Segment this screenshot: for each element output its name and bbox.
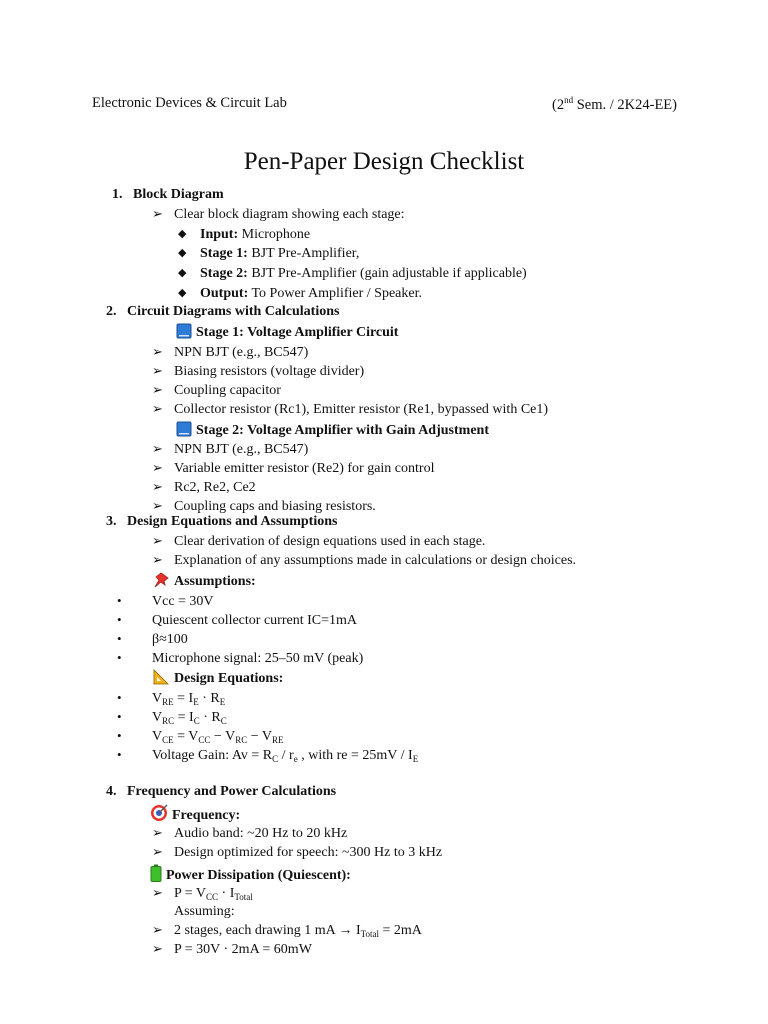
dot-bullet-icon: •	[117, 728, 122, 743]
list-item: • Microphone signal: 25–50 mV (peak)	[117, 650, 364, 666]
power-dissipation-title: Power Dissipation (Quiescent):	[150, 864, 351, 888]
arrow-bullet-icon: ➢	[152, 401, 163, 416]
arrow-bullet-icon: ➢	[152, 825, 163, 840]
arrow-bullet-icon: ➢	[152, 460, 163, 475]
dot-bullet-icon: •	[117, 612, 122, 627]
dot-bullet-icon: •	[117, 690, 122, 705]
list-item: ➢ Coupling caps and biasing resistors.	[152, 498, 376, 514]
list-item: ➢ Rc2, Re2, Ce2	[152, 479, 256, 495]
design-equations-title: Design Equations:	[152, 669, 283, 691]
header-semester: (2nd Sem. / 2K24-EE)	[552, 95, 677, 113]
pushpin-icon	[152, 572, 170, 594]
stage-2-title: Stage 2: Voltage Amplifier with Gain Adjustment	[176, 421, 489, 443]
equation-voltage-gain: • Voltage Gain: $Av = R_C / r_e$ , with re = $25mV / I_E$	[117, 747, 419, 764]
arrow-bullet-icon: ➢	[152, 498, 163, 513]
list-item: ◆ Input: Microphone	[178, 227, 311, 242]
dot-bullet-icon: •	[117, 593, 122, 608]
dot-bullet-icon: •	[117, 747, 122, 762]
dot-bullet-icon: •	[117, 631, 122, 646]
diamond-bullet-icon: ◆	[178, 287, 187, 299]
arrow-bullet-icon: ➢	[152, 441, 163, 456]
list-item: ➢ Clear block diagram showing each stage:	[152, 206, 405, 222]
list-item: ◆ Stage 2: BJT Pre-Amplifier (gain adjustable if applicable)	[178, 266, 527, 281]
arrow-bullet-icon: ➢	[152, 206, 163, 221]
equation-vce: • $V_{CE} = V_{CC} - V_{RC} - V_{RE}$	[117, 728, 284, 745]
frequency-title: Frequency:	[150, 804, 240, 828]
list-item: • β≈100	[117, 631, 188, 647]
section-4-heading: 4. Frequency and Power Calculations	[106, 784, 337, 799]
list-item: ➢ 2 stages, each drawing 1 mA → $I_{Total} = 2mA$	[152, 922, 422, 939]
arrow-bullet-icon: ➢	[152, 885, 163, 900]
list-item: ➢ NPN BJT (e.g., BC547)	[152, 344, 309, 360]
arrow-bullet-icon: ➢	[152, 941, 163, 956]
list-item: ➢ P = 30V · 2mA = 60mW	[152, 941, 312, 957]
arrow-bullet-icon: ➢	[152, 552, 163, 567]
arrow-bullet-icon: ➢	[152, 479, 163, 494]
list-item: • Quiescent collector current IC=1mA	[117, 612, 357, 628]
list-item: ➢ Biasing resistors (voltage divider)	[152, 363, 365, 379]
list-item: ➢ Explanation of any assumptions made in calculations or design choices.	[152, 552, 577, 568]
arrow-bullet-icon: ➢	[152, 533, 163, 548]
arrow-bullet-icon: ➢	[152, 922, 163, 937]
list-item: ➢ Design optimized for speech: ~300 Hz to 3 kHz	[152, 844, 443, 860]
list-item: ◆ Output: To Power Amplifier / Speaker.	[178, 286, 422, 301]
assuming-label: Assuming:	[174, 904, 235, 919]
arrow-bullet-icon: ➢	[152, 344, 163, 359]
section-1-heading: 1. Block Diagram	[112, 187, 224, 202]
header-course: Electronic Devices & Circuit Lab	[92, 95, 287, 111]
list-item: ➢ Collector resistor (Rc1), Emitter resistor (Re1, bypassed with Ce1)	[152, 401, 549, 417]
arrow-bullet-icon: ➢	[152, 844, 163, 859]
section-3-heading: 3. Design Equations and Assumptions	[106, 514, 338, 529]
triangle-ruler-icon	[152, 669, 170, 691]
page-title: Pen-Paper Design Checklist	[243, 148, 525, 175]
arrow-bullet-icon: ➢	[152, 382, 163, 397]
diamond-bullet-icon: ◆	[178, 228, 187, 240]
diamond-bullet-icon: ◆	[178, 247, 187, 259]
list-item: ➢ Audio band: ~20 Hz to 20 kHz	[152, 825, 348, 841]
section-2-heading: 2. Circuit Diagrams with Calculations	[106, 304, 340, 319]
equation-vre: • $V_{RE} = I_E \cdot R_E$	[117, 690, 226, 707]
list-item: • Vcc = 30V	[117, 593, 214, 609]
dot-bullet-icon: •	[117, 650, 122, 665]
book-icon	[176, 323, 192, 345]
assumptions-title: Assumptions:	[152, 572, 256, 594]
diamond-bullet-icon: ◆	[178, 267, 187, 279]
list-item: ➢ Clear derivation of design equations used in each stage.	[152, 533, 486, 549]
stage-1-title: Stage 1: Voltage Amplifier Circuit	[176, 323, 398, 345]
list-item: ➢ Variable emitter resistor (Re2) for gain control	[152, 460, 435, 476]
dot-bullet-icon: •	[117, 709, 122, 724]
equation-vrc: • $V_{RC} = I_C \cdot R_C$	[117, 709, 227, 726]
list-item: ➢ NPN BJT (e.g., BC547)	[152, 441, 309, 457]
arrow-bullet-icon: ➢	[152, 363, 163, 378]
formula-power: ➢ $P = V_{CC} \cdot I_{Total}$	[152, 885, 253, 902]
list-item: ◆ Stage 1: BJT Pre-Amplifier,	[178, 246, 360, 261]
list-item: ➢ Coupling capacitor	[152, 382, 281, 398]
